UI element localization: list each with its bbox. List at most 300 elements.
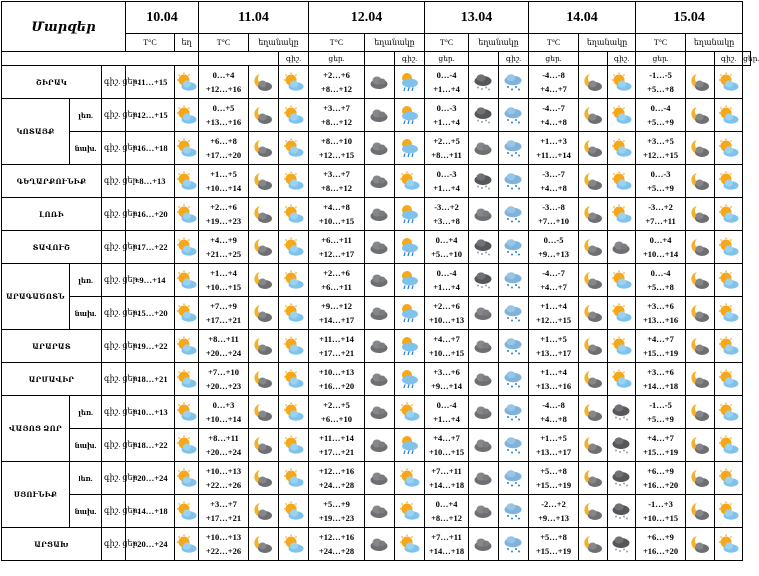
moon-cloud-icon — [253, 369, 274, 389]
night-temp: 0…+4 — [649, 235, 672, 245]
day-temp: +4…+7 — [540, 282, 567, 292]
weather-icon-cell — [175, 99, 199, 132]
weather-icon-cell — [279, 99, 309, 132]
day-night-label: գիշ. ցեր. — [102, 264, 126, 297]
day-temp: +10…+15 — [428, 348, 465, 358]
temperature-cell — [636, 363, 686, 396]
region-name: ԱՐԱՐԱՏ — [2, 330, 102, 363]
night-temp: 0…+4 — [212, 70, 235, 80]
weather-icon-cell — [469, 99, 499, 132]
weather-icon-cell — [365, 132, 395, 165]
weather-icon-cell — [686, 165, 715, 198]
moon-cloud-icon — [690, 105, 711, 125]
cloud-storm-icon — [473, 171, 494, 191]
night-temp: +6…+8 — [210, 136, 237, 146]
night-temp: +3…+7 — [323, 103, 350, 113]
snow-rain-icon — [503, 402, 524, 422]
region-name: ԿՈՏԱՅՔ — [2, 99, 70, 165]
weather-icon-cell — [395, 132, 425, 165]
weather-icon-cell — [469, 495, 499, 528]
moon-cloud-icon — [690, 435, 711, 455]
header-spacer — [2, 52, 199, 66]
sun-cloud-icon — [283, 171, 304, 191]
weather-icon-cell — [279, 66, 309, 99]
day-night-label: գիշ. ցեր. — [102, 363, 126, 396]
temperature-cell — [425, 396, 469, 429]
weather-icon-cell — [469, 429, 499, 462]
cloud-icon — [473, 303, 494, 323]
day-temp: +8…+12 — [321, 117, 352, 127]
weather-icon-cell — [175, 297, 199, 330]
night-temp: +2…+5 — [323, 400, 350, 410]
day-night-label: գիշ. ցեր. — [102, 528, 126, 561]
weather-icon-cell — [608, 165, 636, 198]
day-temp: +15…+19 — [535, 480, 572, 490]
moon-cloud-icon — [583, 270, 604, 290]
weather-icon-cell — [249, 429, 279, 462]
night-temp: +1…+3 — [540, 136, 567, 146]
day-temp: +5…+9 — [647, 117, 674, 127]
table-row — [2, 99, 751, 132]
weather-icon-cell — [686, 198, 715, 231]
regions-header: Մարզեր — [2, 2, 126, 52]
temperature-cell — [199, 132, 249, 165]
day-temp: +15…+19 — [642, 447, 679, 457]
temp-header: T°C — [636, 34, 686, 52]
sun-cloud-icon — [176, 336, 197, 356]
temperature-cell — [529, 429, 579, 462]
night-temp: +3…+6 — [647, 367, 674, 377]
date-header: 13.04 — [425, 2, 529, 34]
temperature-cell — [126, 429, 175, 462]
region-name: ԱՐՑԱԽ — [2, 528, 102, 561]
night-temp: +3…+6 — [647, 301, 674, 311]
temperature-cell — [425, 165, 469, 198]
weather-icon-cell — [395, 396, 425, 429]
weather-icon-cell — [279, 165, 309, 198]
weather-icon-cell — [249, 396, 279, 429]
temperature-cell — [199, 297, 249, 330]
temperature-cell — [309, 396, 365, 429]
sun-cloud-icon — [399, 534, 420, 554]
night-temp: 0…-3 — [650, 169, 671, 179]
temperature-cell — [309, 528, 365, 561]
moon-cloud-icon — [253, 501, 274, 521]
cloud-icon — [369, 402, 390, 422]
night-temp: 0…-3 — [436, 169, 457, 179]
sun-cloud-icon — [283, 270, 304, 290]
rain-sun-icon — [399, 237, 420, 257]
table-row — [2, 132, 751, 165]
temperature-cell — [636, 231, 686, 264]
day-temp: +7…+10 — [538, 216, 570, 226]
snow-rain-icon — [503, 72, 524, 92]
temperature-cell — [199, 165, 249, 198]
cloud-icon — [473, 534, 494, 554]
temperature-cell — [126, 528, 175, 561]
day-temp: +12…+15 — [132, 110, 168, 120]
temperature-cell — [636, 528, 686, 561]
temp-header: T°C — [309, 34, 365, 52]
night-temp: +8…+11 — [208, 433, 239, 443]
day-temp: +4…+8 — [540, 183, 567, 193]
rain-sun-icon — [399, 303, 420, 323]
sun-cloud-icon — [176, 270, 197, 290]
header-spacer — [686, 52, 715, 66]
sun-cloud-icon — [283, 534, 304, 554]
region-name: ՇԻՐԱԿ — [2, 66, 102, 99]
temperature-cell — [529, 132, 579, 165]
day-temp: +10…+14 — [642, 249, 679, 259]
weather-icon-cell — [175, 528, 199, 561]
night-temp: +3…+7 — [323, 169, 350, 179]
day-night-label: գիշ. ցեր. — [102, 66, 126, 99]
moon-cloud-icon — [253, 336, 274, 356]
snow-rain-icon — [503, 171, 524, 191]
weather-icon-cell — [715, 165, 743, 198]
temperature-cell — [425, 264, 469, 297]
night-temp: +3…+6 — [433, 367, 460, 377]
rain-sun-icon — [399, 105, 420, 125]
sun-cloud-icon — [718, 402, 739, 422]
sun-cloud-icon — [283, 72, 304, 92]
cloud-icon — [369, 171, 390, 191]
weather-icon-cell — [608, 396, 636, 429]
snow-rain-icon — [503, 303, 524, 323]
sun-cloud-icon — [399, 468, 420, 488]
night-temp: +10…+13 — [318, 367, 355, 377]
weather-icon-cell — [395, 165, 425, 198]
cloud-icon — [369, 534, 390, 554]
night-header: գիշ. — [499, 52, 529, 66]
weather-icon-cell — [608, 462, 636, 495]
night-temp: +4…+7 — [433, 433, 460, 443]
day-temp: +9…+14 — [134, 275, 166, 285]
weather-icon-cell — [686, 429, 715, 462]
subregion-name: լեռ. — [70, 99, 102, 132]
weather-icon-cell — [249, 297, 279, 330]
day-header: ցեր. — [425, 52, 469, 66]
temperature-cell — [126, 330, 175, 363]
weather-icon-cell — [279, 132, 309, 165]
day-temp: +6…+10 — [321, 414, 352, 424]
sun-cloud-icon — [718, 435, 739, 455]
temperature-cell — [529, 264, 579, 297]
weather-icon-cell — [249, 231, 279, 264]
cloud-icon — [369, 138, 390, 158]
weather-icon-cell — [249, 99, 279, 132]
temperature-cell — [199, 528, 249, 561]
temperature-cell — [309, 99, 365, 132]
cloud-icon — [473, 468, 494, 488]
sun-cloud-icon — [283, 105, 304, 125]
forecast-body — [2, 66, 751, 561]
weather-icon-cell — [365, 528, 395, 561]
day-temp: +24…+28 — [318, 546, 355, 556]
day-temp: +19…+23 — [205, 216, 242, 226]
sun-cloud-icon — [718, 468, 739, 488]
moon-cloud-icon — [583, 336, 604, 356]
weather-icon-cell — [279, 264, 309, 297]
weather-icon-cell — [365, 396, 395, 429]
night-temp: -4…-7 — [542, 103, 565, 113]
weather-icon-cell — [715, 495, 743, 528]
header-spacer — [579, 52, 608, 66]
sun-cloud-icon — [611, 336, 632, 356]
temperature-cell — [425, 363, 469, 396]
weather-icon-cell — [279, 429, 309, 462]
day-temp: +14…+18 — [642, 381, 679, 391]
day-night-label: գիշ. ցեր. — [102, 429, 126, 462]
night-header: գիշ. — [608, 52, 636, 66]
temperature-cell — [126, 363, 175, 396]
table-row — [2, 198, 751, 231]
temperature-cell — [529, 462, 579, 495]
temperature-cell — [529, 198, 579, 231]
sun-cloud-icon — [283, 468, 304, 488]
weather-icon-cell — [395, 297, 425, 330]
day-temp: +13…+16 — [535, 381, 572, 391]
weather-icon-cell — [686, 99, 715, 132]
weather-icon-cell — [175, 495, 199, 528]
weather-icon-cell — [395, 462, 425, 495]
weather-icon-cell — [608, 297, 636, 330]
night-temp: 0…-4 — [436, 400, 457, 410]
day-temp: +6…+11 — [321, 282, 352, 292]
table-row — [2, 495, 751, 528]
weather-icon-cell — [608, 363, 636, 396]
moon-cloud-icon — [253, 138, 274, 158]
night-temp: +3…+7 — [210, 499, 237, 509]
day-temp: +1…+4 — [433, 117, 460, 127]
weather-icon-cell — [395, 198, 425, 231]
snow-rain-icon — [503, 138, 524, 158]
cloud-storm-icon — [611, 501, 632, 521]
cloud-storm-icon — [473, 237, 494, 257]
day-temp: +20…+24 — [132, 473, 168, 483]
sun-cloud-icon — [399, 501, 420, 521]
temperature-cell — [529, 330, 579, 363]
weather-icon-cell — [469, 528, 499, 561]
region-name: ՎԱՅՈՑ ՁՈՐ — [2, 396, 70, 462]
day-temp: +20…+24 — [205, 447, 242, 457]
sun-cloud-icon — [718, 369, 739, 389]
weather-icon-cell — [469, 462, 499, 495]
cloud-icon — [369, 369, 390, 389]
weather-icon-cell — [365, 66, 395, 99]
night-temp: -1…-5 — [649, 400, 672, 410]
weather-icon-cell — [365, 330, 395, 363]
moon-cloud-icon — [253, 402, 274, 422]
moon-cloud-icon — [690, 138, 711, 158]
moon-cloud-icon — [253, 435, 274, 455]
temperature-cell — [126, 462, 175, 495]
temperature-cell — [199, 363, 249, 396]
day-temp: +14…+18 — [428, 480, 465, 490]
weather-icon-cell — [175, 363, 199, 396]
table-row — [2, 429, 751, 462]
temperature-cell — [636, 462, 686, 495]
temperature-cell — [529, 165, 579, 198]
temp-header: T°C — [425, 34, 469, 52]
weather-icon-cell — [395, 330, 425, 363]
night-temp: +4…+9 — [210, 235, 237, 245]
temperature-cell — [636, 198, 686, 231]
weather-icon-cell — [175, 264, 199, 297]
temperature-cell — [529, 495, 579, 528]
moon-cloud-icon — [253, 72, 274, 92]
day-temp: +17…+22 — [132, 242, 168, 252]
weather-icon-cell — [279, 363, 309, 396]
night-temp: 0…+3 — [212, 400, 235, 410]
sun-cloud-icon — [718, 204, 739, 224]
forecast-table — [1, 1, 759, 561]
weather-icon-cell — [365, 231, 395, 264]
sun-cloud-icon — [176, 468, 197, 488]
weather-icon-cell — [715, 198, 743, 231]
night-temp: +12…+16 — [318, 466, 355, 476]
sun-cloud-icon — [176, 501, 197, 521]
night-temp: +2…+6 — [210, 202, 237, 212]
cloud-icon — [369, 303, 390, 323]
night-temp: +2…+6 — [323, 70, 350, 80]
night-temp: +6…+9 — [647, 466, 674, 476]
night-temp: +1…+5 — [540, 433, 567, 443]
weather-icon-cell — [395, 264, 425, 297]
weather-icon-cell — [395, 231, 425, 264]
weather-icon-cell — [579, 165, 608, 198]
sun-cloud-icon — [718, 336, 739, 356]
weather-icon-cell — [579, 363, 608, 396]
night-temp: +6…+11 — [321, 235, 352, 245]
weather-icon-cell — [686, 363, 715, 396]
weather-icon-cell — [715, 99, 743, 132]
temperature-cell — [636, 66, 686, 99]
day-temp: +19…+22 — [132, 341, 168, 351]
moon-cloud-icon — [583, 501, 604, 521]
snow-rain-icon — [503, 204, 524, 224]
night-temp: 0…-4 — [650, 103, 671, 113]
table-row — [2, 363, 751, 396]
night-temp: +4…+7 — [647, 433, 674, 443]
weather-icon-cell — [249, 462, 279, 495]
temperature-cell — [309, 198, 365, 231]
day-temp: +18…+22 — [132, 440, 168, 450]
day-night-label: գիշ. ցեր. — [102, 231, 126, 264]
day-night-label: գիշ. ցեր. — [102, 462, 126, 495]
weather-icon-cell — [469, 198, 499, 231]
weather-icon-cell — [279, 495, 309, 528]
weather-icon-cell — [715, 264, 743, 297]
night-temp: 0…-4 — [436, 70, 457, 80]
sun-cloud-icon — [283, 435, 304, 455]
day-temp: +13…+17 — [535, 348, 572, 358]
day-temp: +16…+20 — [318, 381, 355, 391]
day-temp: +15…+19 — [535, 546, 572, 556]
temperature-cell — [636, 330, 686, 363]
moon-cloud-icon — [583, 534, 604, 554]
weather-icon-cell — [175, 198, 199, 231]
subregion-name: նախ. — [70, 495, 102, 528]
temperature-cell — [309, 363, 365, 396]
sun-cloud-icon — [176, 369, 197, 389]
moon-cloud-icon — [253, 171, 274, 191]
region-name: ՍՅՈՒՆԻՔ — [2, 462, 70, 528]
day-temp: +12…+15 — [642, 150, 679, 160]
weather-icon-cell — [499, 165, 529, 198]
night-temp: +5…+9 — [323, 499, 350, 509]
weather-icon-cell — [175, 429, 199, 462]
night-temp: +7…+10 — [208, 367, 239, 377]
sun-cloud-icon — [718, 237, 739, 257]
weather-icon-cell — [715, 297, 743, 330]
weather-icon-cell — [579, 264, 608, 297]
day-temp: +20…+24 — [132, 539, 168, 549]
day-temp: +10…+14 — [205, 183, 242, 193]
day-temp: +19…+23 — [318, 513, 355, 523]
subregion-name: նախ. — [70, 132, 102, 165]
day-temp: +9…+14 — [431, 381, 462, 391]
day-temp: +16…+20 — [132, 209, 168, 219]
rain-sun-icon — [399, 336, 420, 356]
temperature-cell — [309, 462, 365, 495]
night-temp: +5…+8 — [540, 532, 567, 542]
day-temp: +4…+8 — [540, 414, 567, 424]
weather-icon-cell — [499, 429, 529, 462]
cloud-icon — [369, 468, 390, 488]
day-temp: +16…+18 — [132, 143, 168, 153]
temperature-cell — [309, 297, 365, 330]
weather-icon-cell — [395, 66, 425, 99]
day-temp: +16…+20 — [642, 480, 679, 490]
table-row — [2, 165, 751, 198]
sun-cloud-icon — [176, 435, 197, 455]
sun-cloud-icon — [718, 501, 739, 521]
weather-icon-cell — [499, 99, 529, 132]
weather-icon-cell — [279, 297, 309, 330]
weather-icon-cell — [686, 528, 715, 561]
day-temp: +14…+18 — [428, 546, 465, 556]
weather-icon-cell — [608, 198, 636, 231]
weather-icon-cell — [608, 132, 636, 165]
temperature-cell — [529, 231, 579, 264]
weather-icon-cell — [279, 231, 309, 264]
night-temp: 0…-5 — [543, 235, 564, 245]
sun-cloud-icon — [718, 138, 739, 158]
sun-cloud-icon — [283, 303, 304, 323]
moon-cloud-icon — [690, 402, 711, 422]
temperature-cell — [636, 264, 686, 297]
temperature-cell — [309, 330, 365, 363]
day-header: ցեր. — [636, 52, 686, 66]
sun-cloud-icon — [176, 237, 197, 257]
sun-cloud-icon — [283, 138, 304, 158]
temperature-cell — [199, 462, 249, 495]
day-temp: +21…+25 — [205, 249, 242, 259]
temperature-cell — [309, 132, 365, 165]
rain-sun-icon — [399, 72, 420, 92]
temperature-cell — [309, 66, 365, 99]
temperature-cell — [199, 429, 249, 462]
cloud-icon — [473, 138, 494, 158]
moon-cloud-icon — [690, 237, 711, 257]
weather-icon-cell — [175, 66, 199, 99]
weather-icon-cell — [715, 132, 743, 165]
day-temp: +13…+17 — [535, 447, 572, 457]
temperature-cell — [425, 297, 469, 330]
temperature-cell — [425, 66, 469, 99]
moon-cloud-icon — [583, 369, 604, 389]
